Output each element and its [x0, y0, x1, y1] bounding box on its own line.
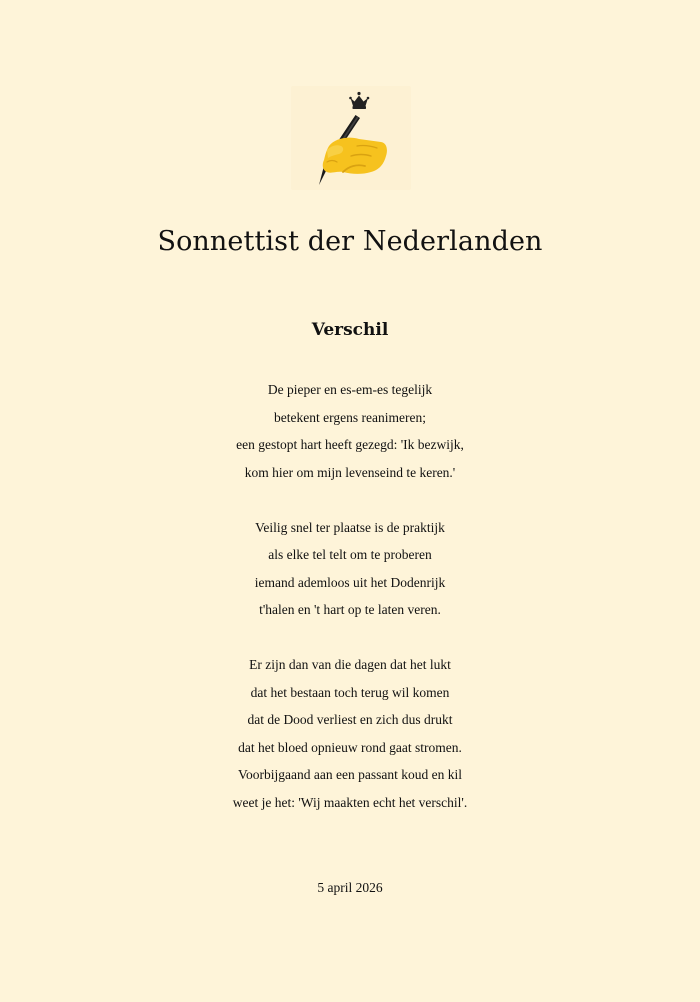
poem-line: betekent ergens reanimeren; [274, 409, 426, 425]
poem-line: t'halen en 't hart op te laten veren. [259, 602, 441, 617]
writing-hand-icon [291, 86, 411, 190]
crown-icon [349, 92, 369, 109]
poem-body [0, 376, 700, 816]
hand-icon [323, 138, 387, 174]
poem-line: dat de Dood verliest en zich dus drukt [247, 712, 453, 727]
poem-line: een gestopt hart heeft gezegd: 'Ik bezwijk, [236, 437, 464, 452]
site-logo [291, 86, 411, 190]
poem-line: Er zijn dan van die dagen dat het lukt [249, 657, 451, 672]
poem-line: dat het bestaan toch terug wil komen [250, 684, 450, 700]
poem-line: weet je het: 'Wij maakten echt het verschil'. [232, 794, 468, 810]
stanza-2 [0, 514, 700, 624]
stanza-3 [0, 651, 700, 816]
poem-line: kom hier om mijn levenseind te keren.' [244, 464, 456, 480]
poem-line: Veilig snel ter plaatse is de praktijk [255, 519, 445, 535]
poem-line: als elke tel telt om te proberen [268, 547, 432, 562]
stanza-1 [0, 376, 700, 486]
poem-date: 5 april 2026 [317, 880, 383, 895]
poem-line: De pieper en es-em-es tegelijk [267, 382, 433, 397]
poem-title: Verschil [311, 320, 389, 340]
poem-line: iemand ademloos uit het Dodenrijk [254, 574, 446, 590]
site-title: Sonnettist der Nederlanden [157, 226, 543, 257]
poem-line: Voorbijgaand aan een passant koud en kil [238, 767, 462, 782]
poem-line: dat het bloed opnieuw rond gaat stromen. [238, 739, 462, 755]
